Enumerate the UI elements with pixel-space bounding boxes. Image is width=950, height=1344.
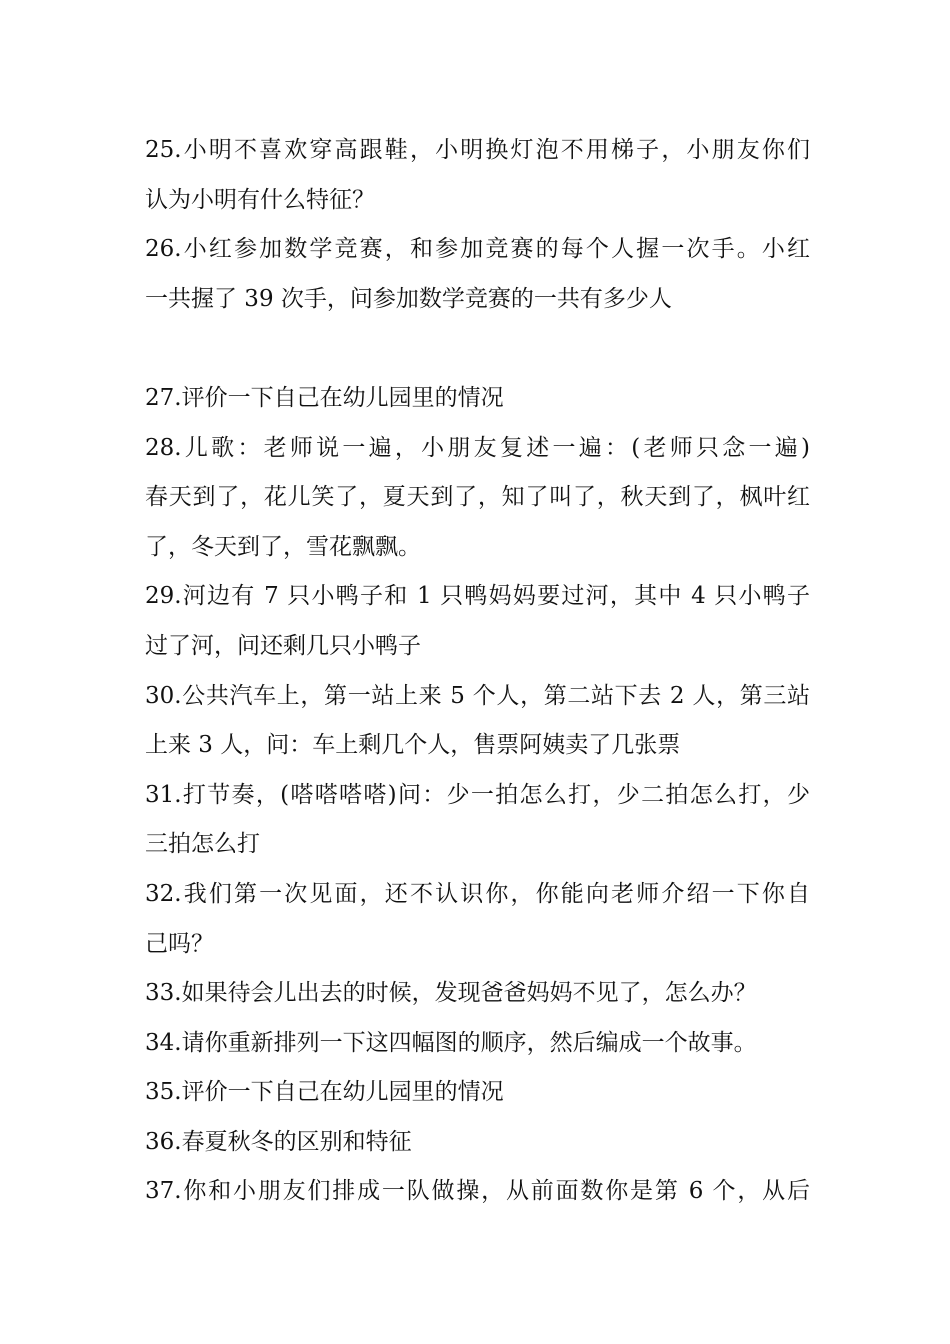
question-33 bbox=[145, 969, 810, 1019]
question-line: 29.河边有 7 只小鸭子和 1 只鸭妈妈要过河，其中 4 只小鸭子 bbox=[145, 583, 810, 610]
question-line: 26.小红参加数学竞赛，和参加竞赛的每个人握一次手。小红 bbox=[145, 236, 810, 263]
question-30 bbox=[145, 672, 810, 771]
question-line: 31.打节奏，(嗒嗒嗒嗒)问：少一拍怎么打，少二拍怎么打，少 bbox=[145, 781, 810, 808]
question-line: 25.小明不喜欢穿高跟鞋，小明换灯泡不用梯子，小朋友你们 bbox=[145, 137, 810, 163]
document-body bbox=[145, 126, 810, 1217]
question-line: 上来 3 人，问：车上剩几个人，售票阿姨卖了几张票 bbox=[145, 732, 681, 759]
question-34 bbox=[145, 1019, 810, 1069]
question-31 bbox=[145, 771, 810, 870]
question-line: 35.评价一下自己在幼儿园里的情况 bbox=[145, 1079, 504, 1106]
question-26 bbox=[145, 225, 810, 324]
question-line: 认为小明有什么特征？ bbox=[145, 186, 375, 213]
nursery-rhyme-line: 了，冬天到了，雪花飘飘。 bbox=[145, 533, 421, 560]
question-37 bbox=[145, 1167, 810, 1217]
nursery-rhyme-line: 春天到了，花儿笑了，夏天到了，知了叫了，秋天到了，枫叶红 bbox=[145, 484, 810, 511]
question-line: 32.我们第一次见面，还不认识你，你能向老师介绍一下你自 bbox=[145, 880, 810, 907]
question-line: 37.你和小朋友们排成一队做操，从前面数你是第 6 个，从后 bbox=[145, 1178, 810, 1205]
question-35 bbox=[145, 1068, 810, 1118]
question-28 bbox=[145, 424, 810, 573]
question-line: 30.公共汽车上，第一站上来 5 个人，第二站下去 2 人，第三站 bbox=[145, 682, 810, 709]
question-29 bbox=[145, 572, 810, 671]
question-36 bbox=[145, 1118, 810, 1168]
question-line: 三拍怎么打 bbox=[145, 831, 260, 858]
blank-line bbox=[145, 324, 810, 374]
question-32 bbox=[145, 870, 810, 969]
question-line: 34.请你重新排列一下这四幅图的顺序，然后编成一个故事。 bbox=[145, 1029, 757, 1056]
question-line: 36.春夏秋冬的区别和特征 bbox=[145, 1128, 412, 1155]
question-line: 27.评价一下自己在幼儿园里的情况 bbox=[145, 384, 504, 411]
question-line: 一共握了 39 次手，问参加数学竞赛的一共有多少人 bbox=[145, 285, 672, 312]
question-line: 过了河，问还剩几只小鸭子 bbox=[145, 632, 421, 659]
question-25 bbox=[145, 126, 810, 225]
question-27 bbox=[145, 374, 810, 424]
question-line: 28.儿歌：老师说一遍，小朋友复述一遍：(老师只念一遍) bbox=[145, 434, 810, 461]
question-line: 己吗？ bbox=[145, 930, 214, 957]
question-line: 33.如果待会儿出去的时候，发现爸爸妈妈不见了，怎么办？ bbox=[145, 980, 757, 1007]
